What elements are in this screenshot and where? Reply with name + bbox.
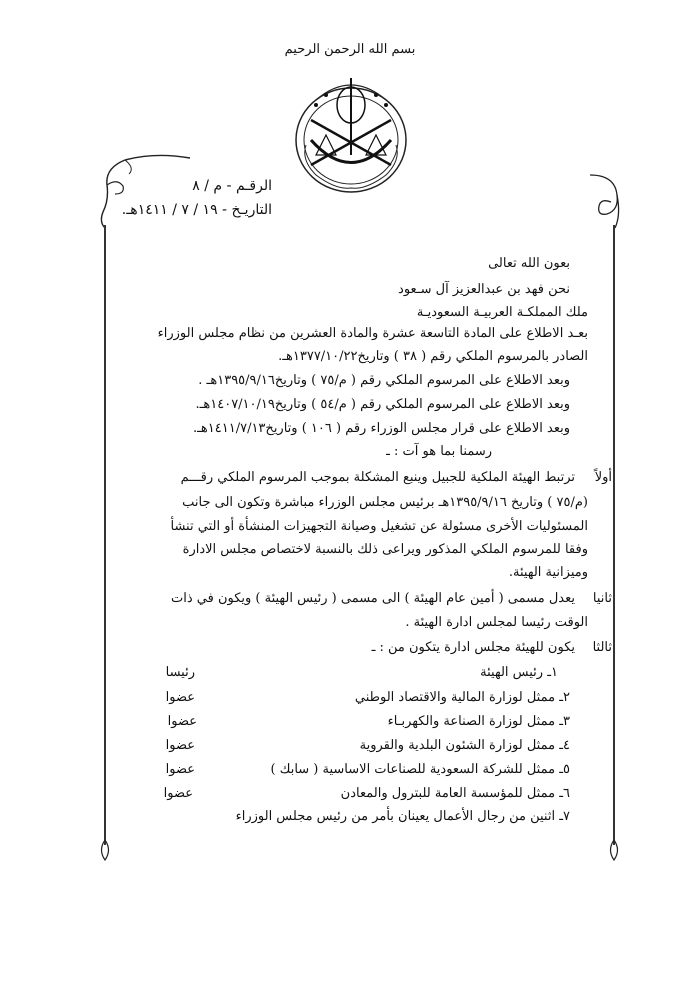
board-member-item: ٧ـ اثنين من رجال الأعمال يعينان بأمر من رئيس مجلس الوزراء xyxy=(235,809,570,824)
preamble-line: وبعد الاطلاع على المرسوم الملكي رقم ( م/٥٤ ) وتاريخ١٤٠٧/١٠/١٩هـ. xyxy=(195,397,570,412)
article-first-label: أولاً xyxy=(594,470,612,485)
article-first-line: المسئوليات الأخرى مسئولة عن تشغيل وصيانة التجهيزات المنشأة أو التي تنشأ xyxy=(170,519,588,534)
left-frame-end-icon xyxy=(94,840,116,862)
board-member-item: ٤ـ ممثل لوزارة الشئون البلدية والقروية xyxy=(359,738,570,753)
board-member-item: ١ـ رئيس الهيئة xyxy=(480,665,558,680)
article-first-line: وميزانية الهيئة. xyxy=(508,565,588,580)
article-first-line: (م/٧٥ ) وتاريخ ١٣٩٥/٩/١٦هـ برئيس مجلس الوزراء مباشرة وتكون الى جانب xyxy=(182,495,588,510)
preamble-line: بعـد الاطلاع على المادة التاسعة عشرة والمادة العشرين من نظام مجلس الوزراء xyxy=(157,326,588,341)
right-ornament-icon xyxy=(585,170,625,230)
right-frame-line xyxy=(613,225,615,845)
left-frame-line xyxy=(104,225,106,845)
king-title: ملك المملكـة العربيـة السعوديـة xyxy=(416,305,588,320)
article-second-line: الوقت رئيسا لمجلس ادارة الهيئة . xyxy=(405,615,588,630)
board-member-role: عضوا xyxy=(165,738,195,753)
article-third-label: ثالثا xyxy=(592,640,612,655)
reference-number: الرقـم - م / ٨ xyxy=(192,178,272,194)
article-second-line: يعدل مسمى ( أمين عام الهيئة ) الى مسمى ( رئيس الهيئة ) ويكون في ذات xyxy=(170,591,575,606)
royal-emblem-icon xyxy=(286,60,416,200)
board-member-item: ٣ـ ممثل لوزارة الصناعة والكهربـاء xyxy=(387,714,570,729)
board-member-item: ٢ـ ممثل لوزارة المالية والاقتصاد الوطني xyxy=(354,690,570,705)
article-first-line: ترتبط الهيئة الملكية للجبيل وينبع المشكلة بموجب المرسوم الملكي رقـــم xyxy=(180,470,575,485)
board-member-role: رئيسا xyxy=(165,665,195,680)
board-member-role: عضوا xyxy=(165,690,195,705)
article-third-intro: يكون للهيئة مجلس ادارة يتكون من : ـ xyxy=(371,640,575,655)
board-member-item: ٦ـ ممثل للمؤسسة العامة للبترول والمعادن xyxy=(340,786,570,801)
preamble-line: وبعد الاطلاع على المرسوم الملكي رقم ( م/٧٥ ) وتاريخ١٣٩٥/٩/١٦هـ . xyxy=(198,373,570,388)
article-second-label: ثانيا xyxy=(592,591,612,606)
left-ornament-icon xyxy=(95,150,195,230)
decree-formula: رسمنا بما هو آت : ـ xyxy=(386,444,492,459)
board-member-role: عضوا xyxy=(167,714,197,729)
opening-line: بعون الله تعالى xyxy=(488,256,570,271)
reference-date: التاريـخ - ١٩ / ٧ / ١٤١١هـ. xyxy=(121,202,272,218)
right-frame-end-icon xyxy=(603,840,625,862)
board-member-role: عضوا xyxy=(165,762,195,777)
board-member-role: عضوا xyxy=(163,786,193,801)
article-first-line: وفقا للمرسوم الملكي المذكور ويراعى ذلك بالنسبة لاختصاص مجلس الادارة xyxy=(182,542,588,557)
king-name: نحن فهد بن عبدالعزيز آل سـعود xyxy=(398,282,570,297)
preamble-line: وبعد الاطلاع على قرار مجلس الوزراء رقم ( ١٠٦ ) وتاريخ١٤١١/٧/١٣هـ. xyxy=(192,421,570,436)
basmala: بسم الله الرحمن الرحيم xyxy=(284,42,416,57)
preamble-line: الصادر بالمرسوم الملكي رقم ( ٣٨ ) وتاريخ١٣٧٧/١٠/٢٢هـ. xyxy=(278,349,588,364)
board-member-item: ٥ـ ممثل للشركة السعودية للصناعات الاساسية ( سابك ) xyxy=(270,762,570,777)
